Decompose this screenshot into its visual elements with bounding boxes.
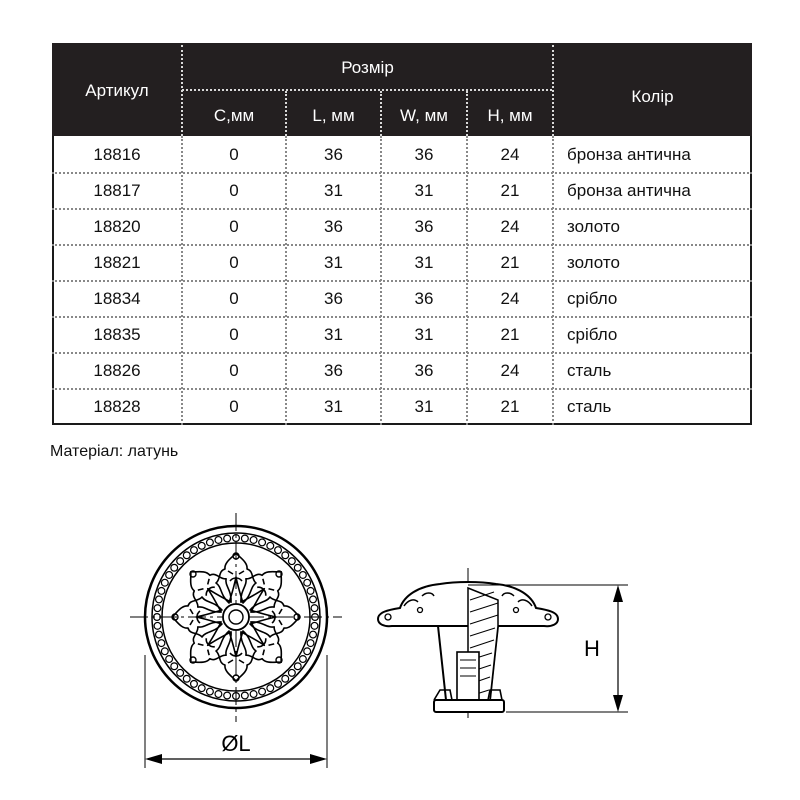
cell-l: 31	[324, 253, 343, 272]
cell-h: 21	[500, 397, 520, 416]
cell-article: 18828	[93, 397, 141, 416]
cell-color: бронза антична	[567, 181, 691, 200]
bead	[156, 631, 163, 638]
bead	[191, 547, 198, 554]
spec-table	[52, 43, 752, 425]
bead	[215, 537, 222, 544]
cell-h: 24	[500, 145, 520, 164]
table-header	[52, 43, 752, 136]
bead	[288, 669, 295, 676]
cell-article: 18816	[93, 145, 141, 164]
bead	[158, 588, 165, 595]
bead	[177, 669, 184, 676]
bead	[267, 685, 274, 692]
bead	[250, 537, 257, 544]
bead	[166, 572, 173, 579]
bead	[288, 558, 295, 565]
header-w: W, мм	[400, 106, 448, 125]
table-row	[52, 245, 752, 281]
header-c: С,мм	[213, 106, 255, 125]
bead	[259, 688, 266, 695]
cell-c: 0	[229, 361, 239, 380]
cell-c: 0	[229, 217, 239, 236]
table-row	[52, 353, 752, 389]
bead	[166, 656, 173, 663]
bead	[304, 579, 311, 586]
cell-article: 18826	[93, 361, 141, 380]
bead	[250, 691, 257, 698]
bead	[275, 547, 282, 554]
cell-w: 36	[414, 289, 434, 308]
cell-color: сталь	[567, 361, 612, 380]
table-row	[52, 389, 752, 425]
cell-l: 36	[324, 361, 343, 380]
bead	[171, 663, 178, 670]
header-sep	[552, 45, 554, 136]
bead	[311, 605, 318, 612]
cell-article: 18835	[93, 325, 141, 344]
table-row	[52, 281, 752, 317]
cell-h: 21	[500, 253, 520, 272]
bead	[299, 656, 306, 663]
cell-l: 36	[324, 145, 343, 164]
bead	[154, 622, 161, 629]
cell-l: 36	[324, 217, 343, 236]
bead	[183, 552, 190, 559]
bead	[156, 596, 163, 603]
bead	[161, 648, 168, 655]
cell-h: 21	[500, 325, 520, 344]
bead	[259, 539, 266, 546]
diameter-label: ØL	[221, 731, 251, 756]
bead	[299, 572, 306, 579]
bead	[310, 596, 317, 603]
bead	[310, 631, 317, 638]
cell-l: 36	[324, 289, 343, 308]
cell-article: 18834	[93, 289, 141, 308]
material-note: Матеріал: латунь	[50, 443, 179, 460]
header-h: H, мм	[487, 106, 533, 125]
bead	[294, 564, 301, 571]
bead	[161, 579, 168, 586]
cell-c: 0	[229, 289, 239, 308]
bead	[207, 539, 214, 546]
header-size: Розмір	[341, 58, 394, 77]
cell-w: 31	[414, 253, 434, 272]
bead	[207, 688, 214, 695]
cell-w: 31	[414, 181, 434, 200]
knob-side-view	[378, 568, 558, 718]
header-sep	[380, 91, 382, 136]
bead	[215, 691, 222, 698]
bead	[307, 588, 314, 595]
cell-c: 0	[229, 181, 239, 200]
header-sep	[182, 89, 552, 91]
header-sep	[285, 91, 287, 136]
cell-w: 36	[414, 145, 434, 164]
cell-color: сталь	[567, 397, 612, 416]
cell-w: 31	[414, 325, 434, 344]
bead	[198, 685, 205, 692]
cell-c: 0	[229, 145, 239, 164]
bead	[304, 648, 311, 655]
cell-w: 36	[414, 217, 434, 236]
cell-l: 31	[324, 397, 343, 416]
cell-article: 18820	[93, 217, 141, 236]
cell-l: 31	[324, 325, 343, 344]
bead	[154, 605, 161, 612]
cell-color: срібло	[567, 289, 618, 308]
knob-front-view	[130, 513, 342, 722]
bead	[198, 542, 205, 549]
cell-color: золото	[567, 253, 620, 272]
bead	[294, 663, 301, 670]
cell-article: 18817	[93, 181, 141, 200]
cell-c: 0	[229, 397, 239, 416]
cell-w: 36	[414, 361, 434, 380]
bead	[307, 640, 314, 647]
table-row	[52, 209, 752, 245]
table-row	[52, 173, 752, 209]
bead	[224, 692, 231, 699]
bead	[282, 675, 289, 682]
cell-article: 18821	[93, 253, 141, 272]
cell-h: 24	[500, 289, 520, 308]
cell-color: срібло	[567, 325, 618, 344]
bead	[267, 542, 274, 549]
header-sep	[466, 91, 468, 136]
bead	[177, 558, 184, 565]
bead	[183, 675, 190, 682]
bead	[191, 680, 198, 687]
cell-w: 31	[414, 397, 434, 416]
table-row	[52, 137, 752, 173]
cell-h: 24	[500, 217, 520, 236]
header-l: L, мм	[312, 106, 355, 125]
bead	[224, 535, 231, 542]
cell-l: 31	[324, 181, 343, 200]
cell-color: золото	[567, 217, 620, 236]
bead	[171, 564, 178, 571]
cell-h: 21	[500, 181, 520, 200]
cell-h: 24	[500, 361, 520, 380]
technical-drawing	[0, 500, 800, 800]
bead	[241, 535, 248, 542]
bead	[282, 552, 289, 559]
header-color: Колір	[631, 87, 674, 106]
bead	[241, 692, 248, 699]
table-row	[52, 317, 752, 353]
bead	[158, 640, 165, 647]
cell-c: 0	[229, 325, 239, 344]
cell-color: бронза антична	[567, 145, 691, 164]
cell-c: 0	[229, 253, 239, 272]
bead	[275, 680, 282, 687]
bead	[311, 622, 318, 629]
height-label: H	[584, 636, 600, 661]
header-article: Артикул	[85, 81, 149, 100]
